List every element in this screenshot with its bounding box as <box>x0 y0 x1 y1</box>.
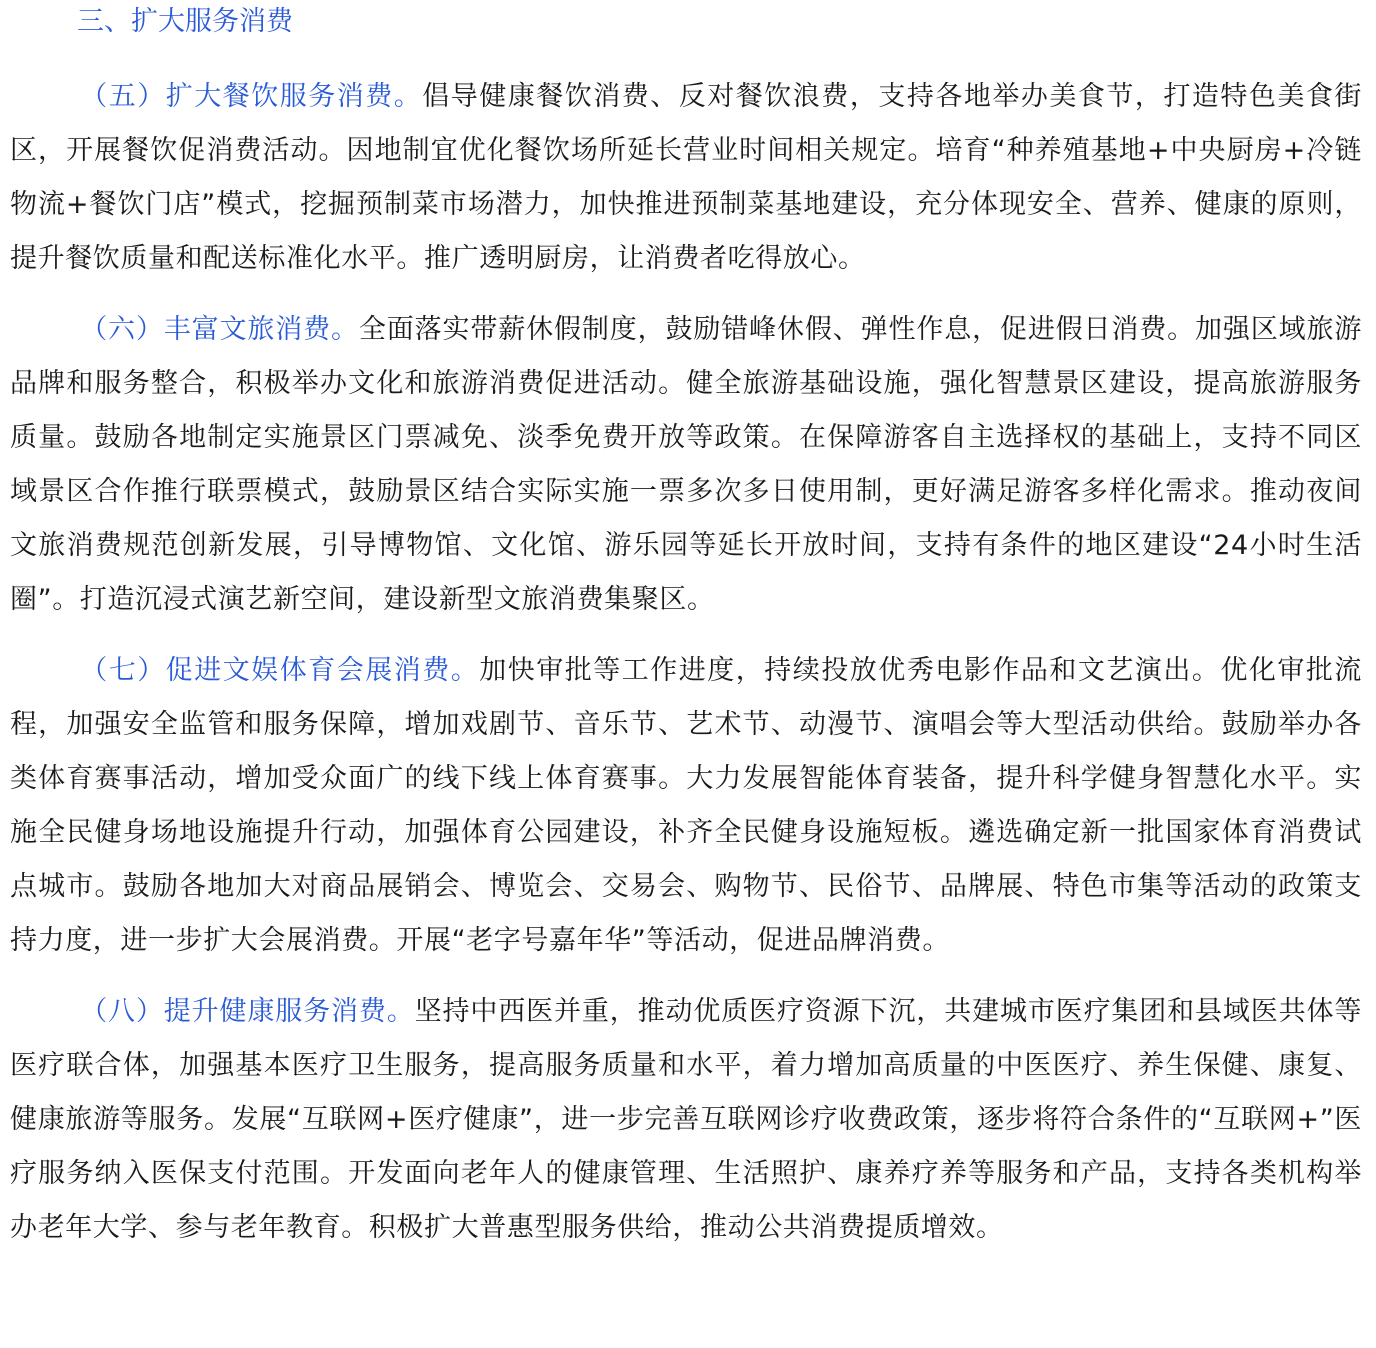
paragraph-body: 坚持中西医并重，推动优质医疗资源下沉，共建城市医疗集团和县域医共体等医疗联合体，加强基本医疗卫生服务，提高服务质量和水平，着力增加高质量的中医医疗、养生保健、康复、健康旅游等服务。发展“互联网+医疗健康”，进一步完善互联网诊疗收费政策，逐步将符合条件的“互联网+”医疗服务纳入医保支付范围。开发面向老年人的健康管理、生活照护、康养疗养等服务和产品，支持各类机构举办老年大学、参与老年教育。积极扩大普惠型服务供给，推动公共消费提质增效。 <box>10 996 1363 1243</box>
section-heading: 三、扩大服务消费 <box>77 6 293 37</box>
paragraph-lead: （六）丰富文旅消费。 <box>80 314 359 345</box>
paragraph-lead: （七）促进文娱体育会展消费。 <box>80 655 480 686</box>
paragraph-health-services <box>10 985 1362 1255</box>
paragraph-body: 加快审批等工作进度，持续投放优秀电影作品和文艺演出。优化审批流程，加强安全监管和服务保障，增加戏剧节、音乐节、艺术节、动漫节、演唱会等大型活动供给。鼓励举办各类体育赛事活动，增加受众面广的线下线上体育赛事。大力发展智能体育装备，提升科学健身智慧化水平。实施全民健身场地设施提升行动，加强体育公园建设，补齐全民健身设施短板。遴选确定新一批国家体育消费试点城市。鼓励各地加大对商品展销会、博览会、交易会、购物节、民俗节、品牌展、特色市集等活动的政策支持力度，进一步扩大会展消费。开展“老字号嘉年华”等活动，促进品牌消费。 <box>10 655 1362 956</box>
paragraph-body: 倡导健康餐饮消费、反对餐饮浪费，支持各地举办美食节，打造特色美食街区，开展餐饮促消费活动。因地制宜优化餐饮场所延长营业时间相关规定。培育“种养殖基地+中央厨房+冷链物流+餐饮门店”模式，挖掘预制菜市场潜力，加快推进预制菜基地建设，充分体现安全、营养、健康的原则，提升餐饮质量和配送标准化水平。推广透明厨房，让消费者吃得放心。 <box>10 81 1362 274</box>
paragraph-body: 全面落实带薪休假制度，鼓励错峰休假、弹性作息，促进假日消费。加强区域旅游品牌和服务整合，积极举办文化和旅游消费促进活动。健全旅游基础设施，强化智慧景区建设，提高旅游服务质量。鼓励各地制定实施景区门票减免、淡季免费开放等政策。在保障游客自主选择权的基础上，支持不同区域景区合作推行联票模式，鼓励景区结合实际实施一票多次多日使用制，更好满足游客多样化需求。推动夜间文旅消费规范创新发展，引导博物馆、文化馆、游乐园等延长开放时间，支持有条件的地区建设“24小时生活圈”。打造沉浸式演艺新空间，建设新型文旅消费集聚区。 <box>10 314 1362 615</box>
paragraph-catering <box>10 70 1362 286</box>
paragraph-lead: （五）扩大餐饮服务消费。 <box>80 81 423 112</box>
paragraph-culture-tourism <box>10 303 1362 627</box>
paragraph-lead: （八）提升健康服务消费。 <box>80 996 415 1027</box>
paragraph-entertainment-sports <box>10 644 1362 968</box>
